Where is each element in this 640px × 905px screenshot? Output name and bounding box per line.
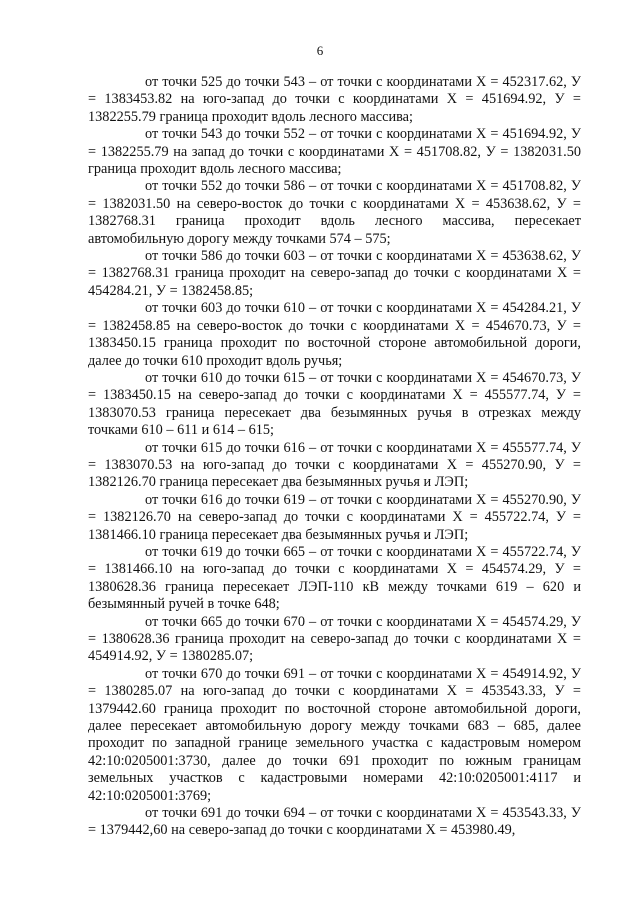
paragraph-11: от точки 670 до точки 691 – от точки с координатами X = 454914.92, У = 1380285.07 на юго-запад до точки с координатами X = 453543.33, У = 1379442.60 граница проходит по восточной стороне автомобильной дороги, далее пересекает автомобильную дорогу между точками 683 – 685, далее проходит по западной границе земельного участка с кадастровым номером 42:10:0205001:3730, далее до точки 691 проходит по южным границам земельных участков с кадастровыми номерами 42:10:0205001:4117 и 42:10:0205001:3769; xyxy=(88,665,581,804)
paragraph-4: от точки 586 до точки 603 – от точки с координатами X = 453638.62, У = 1382768.31 граница проходит на северо-запад до точки с координатами X = 454284.21, У = 1382458.85; xyxy=(88,248,581,299)
paragraph-5: от точки 603 до точки 610 – от точки с координатами X = 454284.21, У = 1382458.85 на северо-восток до точки с координатами X = 454670.73, У = 1383450.15 граница проходит по восточной стороне автомобильной дороги, далее до точки 610 проходит вдоль ручья; xyxy=(88,300,581,369)
paragraph-1: от точки 525 до точки 543 – от точки с координатами X = 452317.62, У = 1383453.82 на юго-запад до точки с координатами X = 451694.92, У = 1382255.79 граница проходит вдоль лесного массива; xyxy=(88,74,581,125)
paragraph-2: от точки 543 до точки 552 – от точки с координатами X = 451694.92, У = 1382255.79 на запад до точки с координатами X = 451708.82, У = 1382031.50 граница проходит вдоль лесного массива; xyxy=(88,126,581,178)
paragraph-6: от точки 610 до точки 615 – от точки с координатами X = 454670.73, У = 1383450.15 на северо-запад до точки с координатами X = 455577.74, У = 1383070.53 граница пересекает два безымянных ручья в отрезках между точками 610 – 611 и 614 – 615; xyxy=(88,369,581,439)
paragraph-10: от точки 665 до точки 670 – от точки с координатами X = 454574.29, У = 1380628.36 граница проходит на северо-запад до точки с координатами X = 454914.92, У = 1380285.07; xyxy=(88,613,581,665)
paragraph-3: от точки 552 до точки 586 – от точки с координатами X = 451708.82, У = 1382031.50 на северо-восток до точки с координатами X = 453638.62, У = 1382768.31 граница проходит вдоль лесного массива, пересекает автомобильную дорогу между точками 574 – 575; xyxy=(88,178,581,247)
paragraph-12: от точки 691 до точки 694 – от точки с координатами X = 453543.33, У = 1379442,60 на северо-запад до точки с координатами X = 453980.49, xyxy=(88,805,581,839)
paragraph-9: от точки 619 до точки 665 – от точки с координатами X = 455722.74, У = 1381466.10 на юго-запад до точки с координатами X = 454574.29, У = 1380628.36 граница пересекает ЛЭП-110 кВ между точками 619 – 620 и безымянный ручей в точке 648; xyxy=(88,543,581,613)
paragraph-8: от точки 616 до точки 619 – от точки с координатами X = 455270.90, У = 1382126.70 на северо-запад до точки с координатами X = 455722.74, У = 1381466.10 граница пересекает два безымянных ручья и ЛЭП; xyxy=(88,491,581,543)
page-number: 6 xyxy=(316,43,324,58)
document-body xyxy=(88,74,581,840)
paragraph-7: от точки 615 до точки 616 – от точки с координатами X = 455577.74, У = 1383070.53 на юго-запад до точки с координатами X = 455270.90, У = 1382126.70 граница пересекает два безымянных ручья и ЛЭП; xyxy=(88,439,581,491)
